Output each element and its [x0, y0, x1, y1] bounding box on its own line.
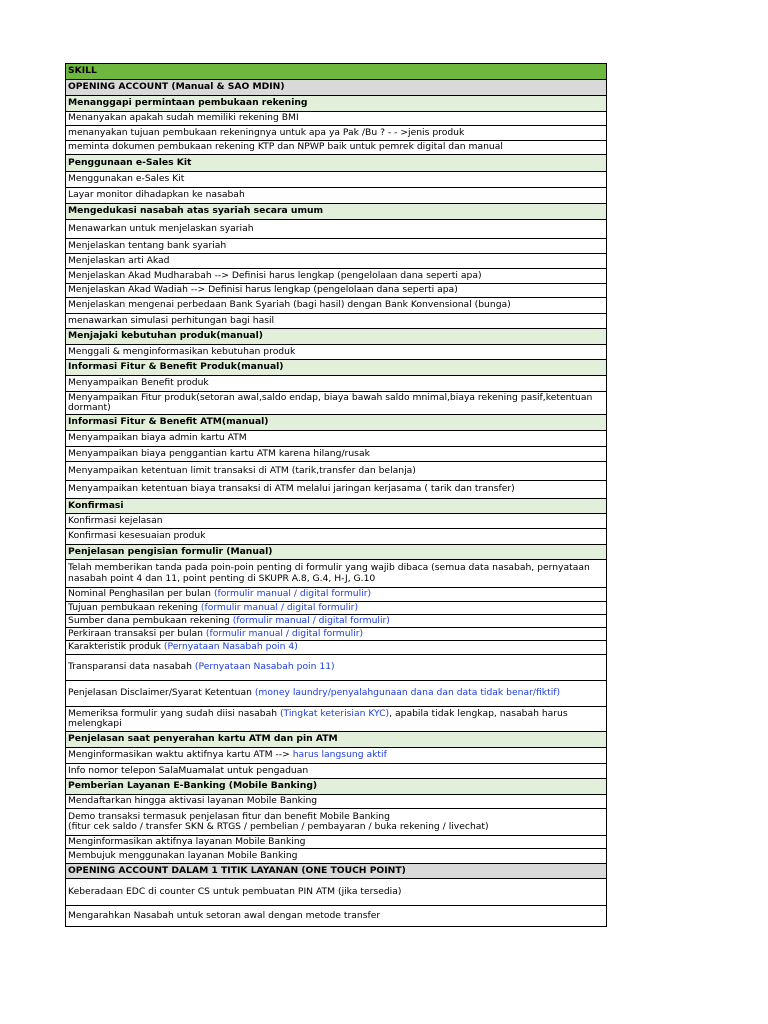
checklist-item	[66, 188, 606, 204]
row-text	[68, 241, 226, 251]
row-text	[68, 688, 560, 698]
checklist-item	[66, 220, 606, 239]
row-label: Menyampaikan biaya admin kartu ATM	[68, 432, 247, 444]
row-label: Menanggapi permintaan pembukaan rekening	[68, 97, 308, 109]
subsection-header	[66, 155, 606, 172]
subsection-header	[66, 96, 606, 112]
row-text	[68, 734, 338, 744]
row-text	[68, 393, 604, 414]
row-label: menawarkan simulasi perhitungan bagi hasil	[68, 314, 275, 326]
skill-header	[66, 63, 606, 80]
checklist-item	[66, 298, 606, 314]
row-text	[68, 449, 370, 459]
row-label: Nominal Penghasilan per bulan	[68, 588, 214, 600]
row-label: meminta dokumen pembukaan rekening KTP dan NPWP baik untuk pemrek digital dan manual	[68, 141, 503, 153]
row-text	[68, 256, 170, 266]
row-text	[68, 271, 482, 281]
row-label: Penggunaan e-Sales Kit	[68, 156, 192, 168]
row-label: Informasi Fitur & Benefit Produk(manual)	[68, 361, 284, 373]
row-label: Info nomor telepon SalaMuamalat untuk pengaduan	[68, 764, 309, 776]
row-text	[68, 113, 299, 123]
checklist-item	[66, 112, 606, 126]
checklist-item	[66, 514, 606, 529]
row-label: Menyampaikan Benefit produk	[68, 377, 209, 389]
row-text	[68, 82, 285, 92]
checklist-item	[66, 126, 606, 141]
row-label: Layar monitor dihadapkan ke nasabah	[68, 189, 245, 201]
row-label: Penjelasan pengisian formulir (Manual)	[68, 545, 273, 557]
row-text	[68, 616, 390, 626]
row-text	[68, 285, 458, 295]
row-line2: (fitur cek saldo / transfer SKN & RTGS / pembelian / pembayaran / buka rekening / livechat)	[68, 821, 489, 832]
checklist-item	[66, 141, 606, 155]
row-label: Memeriksa formulir yang sudah diisi nasabah	[68, 707, 280, 719]
checklist-item	[66, 172, 606, 188]
row-text	[68, 629, 363, 639]
checklist-item	[66, 602, 606, 615]
row-text	[68, 766, 308, 776]
checklist-item	[66, 707, 606, 732]
row-label: Perkiraan transaksi per bulan	[68, 628, 206, 639]
row-text	[68, 484, 515, 494]
row-text	[68, 98, 307, 108]
checklist-item	[66, 628, 606, 641]
row-label: Menanyakan apakah sudah memiliki rekening BMI	[68, 112, 299, 124]
checklist-item	[66, 588, 606, 602]
row-label: Keberadaan EDC di counter CS untuk pembuatan PIN ATM (jika tersedia)	[68, 885, 402, 897]
row-text	[68, 642, 298, 652]
checklist-item	[66, 254, 606, 269]
row-label: Penjelasan Disclaimer/Syarat Ketentuan	[68, 687, 255, 699]
row-label: Menginformasikan waktu aktifnya kartu ATM -->	[68, 749, 293, 761]
row-label: Konfirmasi kejelasan	[68, 514, 163, 526]
subsection-header	[66, 329, 606, 345]
row-label: Mendaftarkan hingga aktivasi layanan Mobile Banking	[68, 795, 318, 807]
subsection-header	[66, 545, 606, 560]
skill-checklist-sheet	[65, 63, 607, 927]
row-text	[68, 563, 604, 584]
row-label: Menjelaskan Akad Wadiah --> Definisi harus lengkap (pengelolaan dana seperti apa)	[68, 284, 458, 296]
row-note: (formulir manual / digital formulir)	[205, 628, 364, 639]
row-text	[68, 837, 305, 847]
row-text	[68, 466, 416, 476]
row-note: (formulir manual / digital formulir)	[232, 615, 390, 626]
row-label: Menjelaskan Akad Mudharabah --> Definisi harus lengkap (pengelolaan dana seperti apa)	[68, 269, 482, 281]
row-note: (Tingkat keterisian KYC)	[279, 707, 390, 719]
checklist-item	[66, 906, 606, 927]
row-text	[68, 812, 489, 833]
checklist-item	[66, 529, 606, 545]
row-text	[68, 224, 254, 234]
row-label: Menyampaikan biaya penggantian kartu ATM karena hilang/rusak	[68, 447, 370, 459]
subsection-header	[66, 779, 606, 795]
row-label: Menjajaki kebutuhan produk(manual)	[68, 330, 263, 342]
section-header	[66, 864, 606, 879]
row-label: SKILL	[68, 65, 97, 77]
row-label: Mengedukasi nasabah atas syariah secara umum	[68, 205, 324, 217]
row-text	[68, 501, 124, 511]
checklist-item	[66, 795, 606, 809]
checklist-item	[66, 879, 606, 906]
checklist-item	[66, 345, 606, 360]
row-label: menanyakan tujuan pembukaan rekeningnya untuk apa ya Pak /Bu ? - - >jenis produk	[68, 126, 465, 138]
row-text	[68, 887, 401, 897]
row-label: Menyampaikan ketentuan biaya transaksi di ATM melalui jaringan kerjasama ( tarik dan transfer)	[68, 483, 515, 495]
row-text	[68, 603, 358, 613]
checklist-item	[66, 560, 606, 588]
checklist-item	[66, 836, 606, 849]
row-label: Sumber dana pembukaan rekening	[68, 615, 233, 626]
checklist-item	[66, 809, 606, 836]
checklist-item	[66, 748, 606, 764]
row-label: Menyampaikan ketentuan limit transaksi di ATM (tarik,transfer dan belanja)	[68, 464, 416, 476]
row-text	[68, 347, 295, 357]
row-label: Konfirmasi	[68, 499, 124, 511]
row-label: Penjelasan saat penyerahan kartu ATM dan pin ATM	[68, 733, 338, 745]
row-note: harus langsung aktif	[292, 749, 387, 761]
checklist-item	[66, 481, 606, 499]
row-text	[68, 378, 209, 388]
row-label: OPENING ACCOUNT (Manual & SAO MDIN)	[68, 81, 285, 93]
row-label: Menggali & menginformasikan kebutuhan produk	[68, 345, 296, 357]
checklist-item	[66, 239, 606, 254]
checklist-item	[66, 392, 606, 415]
row-label: Karakteristik produk	[68, 641, 164, 653]
checklist-item	[66, 681, 606, 707]
row-text	[68, 206, 323, 216]
row-label: Menjelaskan mengenai perbedaan Bank Syariah (bagi hasil) dengan Bank Konvensional (bunga)	[68, 299, 511, 311]
row-label: Menjelaskan tentang bank syariah	[68, 239, 227, 251]
row-text	[68, 589, 371, 599]
row-text	[68, 174, 184, 184]
row-text	[68, 750, 387, 760]
row-label: Menginformasikan aktifnya layanan Mobile Banking	[68, 836, 306, 847]
checklist-item	[66, 284, 606, 298]
row-text	[68, 331, 263, 341]
row-label: Pemberian Layanan E-Banking (Mobile Banking)	[68, 780, 318, 792]
row-note: (money laundry/penyalahgunaan dana dan data tidak benar/fiktif)	[254, 687, 561, 699]
subsection-header	[66, 415, 606, 431]
subsection-header	[66, 499, 606, 514]
row-label: Informasi Fitur & Benefit ATM(manual)	[68, 416, 269, 428]
checklist-item	[66, 462, 606, 481]
checklist-item	[66, 269, 606, 284]
row-label: Menawarkan untuk menjelaskan syariah	[68, 222, 254, 234]
row-label: OPENING ACCOUNT DALAM 1 TITIK LAYANAN (ONE TOUCH POINT)	[68, 864, 406, 876]
row-label: Membujuk menggunakan layanan Mobile Banking	[68, 849, 298, 861]
row-text	[68, 709, 604, 730]
row-text	[68, 547, 272, 557]
row-text	[68, 851, 298, 861]
row-text	[68, 66, 97, 76]
checklist-item	[66, 655, 606, 681]
row-note: (formulir manual / digital formulir)	[200, 602, 359, 613]
checklist-item	[66, 376, 606, 392]
row-text	[68, 417, 269, 427]
row-text	[68, 433, 247, 443]
row-label: Menyampaikan Fitur produk(setoran awal,saldo endap, biaya bawah saldo mnimal,biaya rekening pasif,ketentuan dormant)	[68, 392, 593, 413]
row-text	[68, 158, 191, 168]
row-note: (formulir manual / digital formulir)	[213, 588, 372, 600]
row-label: Konfirmasi kesesuaian produk	[68, 530, 206, 542]
row-tail: , apabila tidak lengkap, nasabah harus melengkapi	[68, 707, 568, 729]
row-label: Telah memberikan tanda pada poin-poin penting di formulir yang wajib dibaca (semua data nasabah, pernyataan nasabah point 4 dan 11, point penting di SKUPR A.8, G.4, H-J, G.10	[68, 562, 590, 584]
row-text	[68, 190, 245, 200]
row-label: Transparansi data nasabah	[68, 661, 195, 673]
row-label: Tujuan pembukaan rekening	[68, 602, 201, 613]
subsection-header	[66, 360, 606, 376]
section-header	[66, 80, 606, 96]
checklist-item	[66, 431, 606, 447]
row-text	[68, 662, 335, 672]
row-text	[68, 866, 406, 876]
row-note: (Pernyataan Nasabah poin 4)	[163, 641, 298, 653]
row-text	[68, 362, 284, 372]
checklist-item	[66, 314, 606, 329]
row-text	[68, 911, 380, 921]
checklist-item	[66, 764, 606, 779]
row-note: (Pernyataan Nasabah poin 11)	[194, 661, 335, 673]
checklist-item	[66, 849, 606, 864]
row-text	[68, 128, 464, 138]
checklist-item	[66, 615, 606, 628]
row-text	[68, 300, 511, 310]
row-text	[68, 781, 317, 791]
row-label: Menjelaskan arti Akad	[68, 254, 170, 266]
row-label: Mengarahkan Nasabah untuk setoran awal dengan metode transfer	[68, 909, 381, 921]
checklist-item	[66, 641, 606, 655]
row-text	[68, 142, 503, 152]
row-text	[68, 796, 317, 806]
subsection-header	[66, 204, 606, 220]
row-text	[68, 531, 206, 541]
row-text	[68, 316, 274, 326]
row-label: Menggunakan e-Sales Kit	[68, 173, 185, 185]
row-text	[68, 516, 163, 526]
subsection-header	[66, 732, 606, 748]
row-label: Demo transaksi termasuk penjelasan fitur dan benefit Mobile Banking	[68, 810, 390, 822]
checklist-item	[66, 447, 606, 462]
